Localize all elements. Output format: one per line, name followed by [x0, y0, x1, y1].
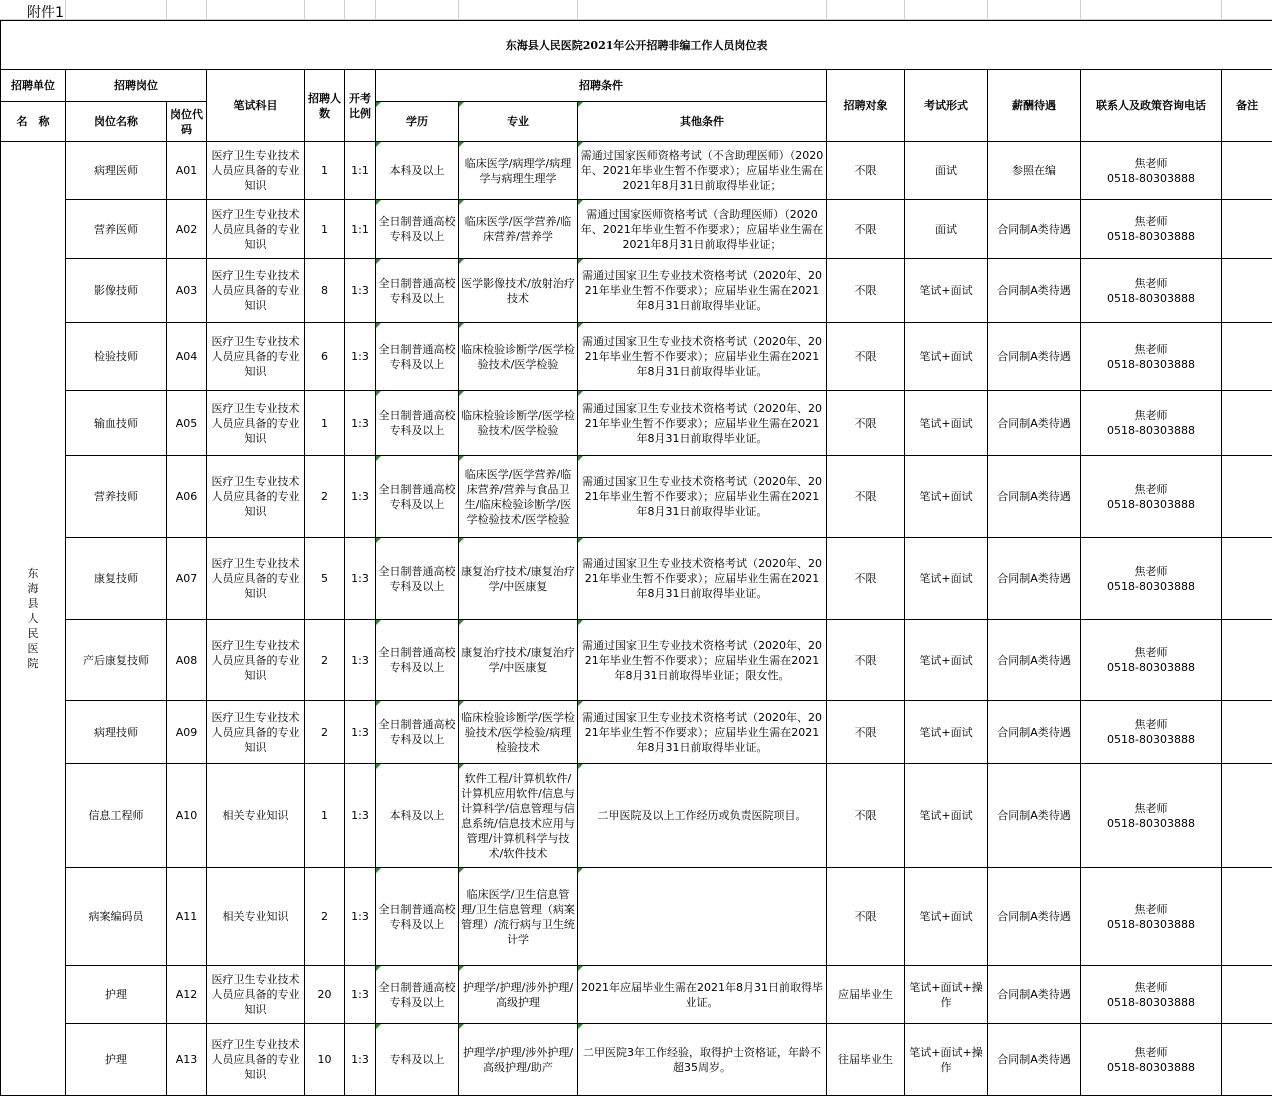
table-row [1, 966, 1272, 1024]
remark-cell [1222, 868, 1272, 966]
table-row [1, 538, 1272, 620]
post-name-cell: 信息工程师 [66, 764, 167, 868]
contact-name: 焦老师 [1134, 1045, 1168, 1059]
ratio-cell: 1:3 [345, 259, 376, 323]
exam-subject-cell: 相关专业知识 [207, 764, 305, 868]
post-code-cell: A05 [167, 391, 207, 456]
contact-cell [1081, 868, 1222, 966]
contact-phone: 0518-80303888 [1107, 1060, 1195, 1074]
exam-form-cell: 笔试+面试 [905, 764, 988, 868]
post-name-cell: 影像技师 [66, 259, 167, 323]
header-target: 招聘对象 [827, 70, 905, 142]
count-cell: 1 [305, 391, 345, 456]
contact-cell [1081, 764, 1222, 868]
post-code-cell: A01 [167, 142, 207, 200]
post-code-cell: A02 [167, 200, 207, 259]
target-cell: 不限 [827, 259, 905, 323]
target-cell: 不限 [827, 620, 905, 701]
remark-cell [1222, 391, 1272, 456]
other-conditions-cell: 2021年应届毕业生需在2021年8月31日前取得毕业证。 [578, 966, 827, 1024]
post-name-cell: 检验技师 [66, 323, 167, 391]
contact-name: 焦老师 [1134, 801, 1168, 815]
target-cell: 往届毕业生 [827, 1024, 905, 1096]
contact-phone: 0518-80303888 [1107, 661, 1195, 674]
contact-cell [1081, 259, 1222, 323]
exam-form-cell: 面试 [905, 200, 988, 259]
other-conditions-cell: 二甲医院3年工作经验，取得护士资格证，年龄不超35周岁。 [578, 1024, 827, 1096]
count-cell: 1 [305, 200, 345, 259]
count-cell: 2 [305, 456, 345, 538]
remark-cell [1222, 966, 1272, 1024]
ratio-cell: 1:3 [345, 323, 376, 391]
header-contact: 联系人及政策咨询电话 [1081, 70, 1222, 142]
major-cell: 临床检验诊断学/医学检验技术/医学检验 [459, 391, 578, 456]
exam-subject-cell: 医疗卫生专业技术人员应具备的专业知识 [207, 259, 305, 323]
contact-name: 焦老师 [1134, 215, 1168, 228]
education-cell: 全日制普通高校专科及以上 [376, 868, 459, 966]
major-cell: 软件工程/计算机软件/计算机应用软件/信息与计算科学/信息管理与信息系统/信息技术应用与管理/计算机科学与技术/软件技术 [459, 764, 578, 868]
table-title: 东海县人民医院2021年公开招聘非编工作人员岗位表 [1, 21, 1272, 70]
post-name-cell: 输血技师 [66, 391, 167, 456]
salary-cell: 合同制A类待遇 [988, 323, 1081, 391]
major-cell: 临床医学/卫生信息管理/卫生信息管理（病案管理）/流行病与卫生统计学 [459, 868, 578, 966]
count-cell: 1 [305, 764, 345, 868]
header-unit: 招聘单位 [1, 70, 66, 102]
exam-subject-cell: 医疗卫生专业技术人员应具备的专业知识 [207, 142, 305, 200]
ratio-cell: 1:3 [345, 966, 376, 1024]
ratio-cell: 1:1 [345, 200, 376, 259]
remark-cell [1222, 538, 1272, 620]
ratio-cell: 1:3 [345, 764, 376, 868]
header-post-name: 岗位名称 [66, 102, 167, 142]
major-cell: 医学影像技术/放射治疗技术 [459, 259, 578, 323]
target-cell: 不限 [827, 538, 905, 620]
other-conditions-cell: 需通过国家卫生专业技术资格考试（2020年、2021年毕业生暂不作要求）；应届毕业生需在2021年8月31日前取得毕业证。 [578, 701, 827, 764]
post-name-cell: 产后康复技师 [66, 620, 167, 701]
education-cell: 全日制普通高校专科及以上 [376, 456, 459, 538]
target-cell: 不限 [827, 701, 905, 764]
major-cell: 康复治疗技术/康复治疗学/中医康复 [459, 538, 578, 620]
target-cell: 应届毕业生 [827, 966, 905, 1024]
education-cell: 本科及以上 [376, 764, 459, 868]
salary-cell: 合同制A类待遇 [988, 620, 1081, 701]
contact-cell [1081, 538, 1222, 620]
exam-form-cell: 笔试+面试 [905, 868, 988, 966]
exam-form-cell: 笔试+面试+操作 [905, 1024, 988, 1096]
post-code-cell: A08 [167, 620, 207, 701]
contact-phone: 0518-80303888 [1107, 816, 1195, 830]
post-code-cell: A09 [167, 701, 207, 764]
remark-cell [1222, 456, 1272, 538]
post-name-cell: 护理 [66, 966, 167, 1024]
contact-phone: 0518-80303888 [1107, 579, 1195, 593]
contact-cell [1081, 701, 1222, 764]
post-code-cell: A13 [167, 1024, 207, 1096]
target-cell: 不限 [827, 142, 905, 200]
remark-cell [1222, 142, 1272, 200]
contact-cell [1081, 142, 1222, 200]
count-cell: 1 [305, 142, 345, 200]
exam-subject-cell: 医疗卫生专业技术人员应具备的专业知识 [207, 456, 305, 538]
post-name-cell: 康复技师 [66, 538, 167, 620]
education-cell: 全日制普通高校专科及以上 [376, 391, 459, 456]
ratio-cell: 1:1 [345, 142, 376, 200]
exam-subject-cell: 医疗卫生专业技术人员应具备的专业知识 [207, 1024, 305, 1096]
unit-name: 东海县人民医院 [27, 567, 39, 670]
salary-cell: 合同制A类待遇 [988, 764, 1081, 868]
unit-name-cell [1, 142, 66, 1096]
remark-cell [1222, 620, 1272, 701]
contact-name: 焦老师 [1134, 342, 1168, 356]
header-name: 名 称 [1, 102, 66, 142]
contact-name: 焦老师 [1134, 564, 1168, 578]
exam-form-cell: 笔试+面试+操作 [905, 966, 988, 1024]
other-conditions-cell: 需通过国家卫生专业技术资格考试（2020年、2021年毕业生暂不作要求）；应届毕业生需在2021年8月31日前取得毕业证。 [578, 538, 827, 620]
attachment-row [0, 0, 1272, 20]
major-cell: 临床检验诊断学/医学检验技术/医学检验 [459, 323, 578, 391]
header-education: 学历 [376, 102, 459, 142]
contact-cell [1081, 620, 1222, 701]
salary-cell: 合同制A类待遇 [988, 966, 1081, 1024]
contact-phone: 0518-80303888 [1107, 424, 1195, 437]
major-cell: 护理学/护理/涉外护理/高级护理/助产 [459, 1024, 578, 1096]
contact-phone: 0518-80303888 [1107, 230, 1195, 243]
table-row [1, 142, 1272, 200]
salary-cell: 合同制A类待遇 [988, 538, 1081, 620]
other-conditions-cell: 需通过国家医师资格考试（不含助理医师）（2020年、2021年毕业生暂不作要求）；应届毕业生需在2021年8月31日前取得毕业证； [578, 142, 827, 200]
table-row [1, 701, 1272, 764]
major-cell: 临床医学/医学营养/临床营养/营养学 [459, 200, 578, 259]
contact-name: 焦老师 [1134, 156, 1168, 170]
contact-name: 焦老师 [1134, 902, 1168, 916]
table-row [1, 456, 1272, 538]
exam-subject-cell: 医疗卫生专业技术人员应具备的专业知识 [207, 200, 305, 259]
target-cell: 不限 [827, 200, 905, 259]
exam-form-cell: 笔试+面试 [905, 538, 988, 620]
header-post-code: 岗位代码 [167, 102, 207, 142]
exam-form-cell: 笔试+面试 [905, 701, 988, 764]
education-cell: 全日制普通高校专科及以上 [376, 259, 459, 323]
post-code-cell: A12 [167, 966, 207, 1024]
table-row [1, 620, 1272, 701]
other-conditions-cell: 需通过国家卫生专业技术资格考试（2020年、2021年毕业生暂不作要求）；应届毕业生需在2021年8月31日前取得毕业证。 [578, 259, 827, 323]
ratio-cell: 1:3 [345, 456, 376, 538]
ratio-cell: 1:3 [345, 1024, 376, 1096]
contact-cell [1081, 1024, 1222, 1096]
sheet-gridlines [0, 0, 1272, 20]
ratio-cell: 1:3 [345, 701, 376, 764]
table-row [1, 259, 1272, 323]
education-cell: 全日制普通高校专科及以上 [376, 538, 459, 620]
target-cell: 不限 [827, 868, 905, 966]
table-row [1, 200, 1272, 259]
remark-cell [1222, 323, 1272, 391]
remark-cell [1222, 1024, 1272, 1096]
contact-cell [1081, 966, 1222, 1024]
post-name-cell: 营养技师 [66, 456, 167, 538]
target-cell: 不限 [827, 391, 905, 456]
post-code-cell: A06 [167, 456, 207, 538]
remark-cell [1222, 764, 1272, 868]
education-cell: 全日制普通高校专科及以上 [376, 323, 459, 391]
post-name-cell: 护理 [66, 1024, 167, 1096]
other-conditions-cell [578, 868, 827, 966]
target-cell: 不限 [827, 323, 905, 391]
count-cell: 20 [305, 966, 345, 1024]
table-row [1, 868, 1272, 966]
salary-cell: 合同制A类待遇 [988, 701, 1081, 764]
salary-cell: 合同制A类待遇 [988, 456, 1081, 538]
header-other: 其他条件 [578, 102, 827, 142]
contact-phone: 0518-80303888 [1107, 357, 1195, 371]
exam-subject-cell: 相关专业知识 [207, 868, 305, 966]
exam-subject-cell: 医疗卫生专业技术人员应具备的专业知识 [207, 966, 305, 1024]
contact-name: 焦老师 [1134, 980, 1168, 994]
exam-subject-cell: 医疗卫生专业技术人员应具备的专业知识 [207, 391, 305, 456]
count-cell: 2 [305, 620, 345, 701]
major-cell: 护理学/护理/涉外护理/高级护理 [459, 966, 578, 1024]
ratio-cell: 1:3 [345, 391, 376, 456]
remark-cell [1222, 701, 1272, 764]
count-cell: 8 [305, 259, 345, 323]
table-row [1, 323, 1272, 391]
education-cell: 本科及以上 [376, 142, 459, 200]
education-cell: 专科及以上 [376, 1024, 459, 1096]
education-cell: 全日制普通高校专科及以上 [376, 701, 459, 764]
table-row [1, 764, 1272, 868]
contact-name: 焦老师 [1134, 718, 1168, 731]
target-cell: 不限 [827, 764, 905, 868]
contact-phone: 0518-80303888 [1107, 917, 1195, 931]
header-ratio: 开考比例 [345, 70, 376, 142]
count-cell: 6 [305, 323, 345, 391]
salary-cell: 合同制A类待遇 [988, 1024, 1081, 1096]
post-code-cell: A03 [167, 259, 207, 323]
post-code-cell: A04 [167, 323, 207, 391]
target-cell: 不限 [827, 456, 905, 538]
header-conditions: 招聘条件 [376, 70, 827, 102]
major-cell: 临床医学/病理学/病理学与病理生理学 [459, 142, 578, 200]
contact-phone: 0518-80303888 [1107, 733, 1195, 746]
education-cell: 全日制普通高校专科及以上 [376, 620, 459, 701]
post-name-cell: 病理医师 [66, 142, 167, 200]
header-exam-subject: 笔试科目 [207, 70, 305, 142]
header-salary: 薪酬待遇 [988, 70, 1081, 142]
table-row [1, 391, 1272, 456]
contact-phone: 0518-80303888 [1107, 995, 1195, 1009]
major-cell: 临床检验诊断学/医学检验技术/医学检验/病理检验技术 [459, 701, 578, 764]
other-conditions-cell: 需通过国家卫生专业技术资格考试（2020年、2021年毕业生暂不作要求）；应届毕业生需在2021年8月31日前取得毕业证。 [578, 456, 827, 538]
exam-form-cell: 面试 [905, 142, 988, 200]
salary-cell: 合同制A类待遇 [988, 391, 1081, 456]
other-conditions-cell: 需通过国家卫生专业技术资格考试（2020年、2021年毕业生暂不作要求）；应届毕业生需在2021年8月31日前取得毕业证。 [578, 391, 827, 456]
ratio-cell: 1:3 [345, 538, 376, 620]
contact-cell [1081, 200, 1222, 259]
recruitment-table [0, 20, 1272, 1096]
attachment-label: 附件1 [27, 5, 64, 21]
contact-name: 焦老师 [1134, 276, 1168, 290]
exam-subject-cell: 医疗卫生专业技术人员应具备的专业知识 [207, 323, 305, 391]
post-name-cell: 病案编码员 [66, 868, 167, 966]
contact-phone: 0518-80303888 [1107, 497, 1195, 511]
exam-subject-cell: 医疗卫生专业技术人员应具备的专业知识 [207, 701, 305, 764]
header-post: 招聘岗位 [66, 70, 207, 102]
header-major: 专业 [459, 102, 578, 142]
exam-form-cell: 笔试+面试 [905, 259, 988, 323]
count-cell: 2 [305, 701, 345, 764]
other-conditions-cell: 二甲医院及以上工作经历或负责医院项目。 [578, 764, 827, 868]
contact-name: 焦老师 [1134, 409, 1168, 422]
post-code-cell: A07 [167, 538, 207, 620]
count-cell: 5 [305, 538, 345, 620]
exam-form-cell: 笔试+面试 [905, 620, 988, 701]
post-name-cell: 病理技师 [66, 701, 167, 764]
contact-cell [1081, 456, 1222, 538]
contact-name: 焦老师 [1134, 482, 1168, 496]
remark-cell [1222, 259, 1272, 323]
salary-cell: 合同制A类待遇 [988, 868, 1081, 966]
other-conditions-cell: 需通过国家医师资格考试（含助理医师）（2020年、2021年毕业生暂不作要求）；应届毕业生需在2021年8月31日前取得毕业证； [578, 200, 827, 259]
post-name-cell: 营养医师 [66, 200, 167, 259]
header-remark: 备注 [1222, 70, 1272, 142]
contact-cell [1081, 391, 1222, 456]
exam-subject-cell: 医疗卫生专业技术人员应具备的专业知识 [207, 538, 305, 620]
contact-name: 焦老师 [1134, 646, 1168, 659]
major-cell: 康复治疗技术/康复治疗学/中医康复 [459, 620, 578, 701]
contact-phone: 0518-80303888 [1107, 171, 1195, 185]
other-conditions-cell: 需通过国家卫生专业技术资格考试（2020年、2021年毕业生暂不作要求）；应届毕业生需在2021年8月31日前取得毕业证。 [578, 323, 827, 391]
post-code-cell: A11 [167, 868, 207, 966]
exam-form-cell: 笔试+面试 [905, 323, 988, 391]
header-count: 招聘人数 [305, 70, 345, 142]
exam-form-cell: 笔试+面试 [905, 391, 988, 456]
table-row [1, 1024, 1272, 1096]
contact-cell [1081, 323, 1222, 391]
other-conditions-cell: 需通过国家卫生专业技术资格考试（2020年、2021年毕业生暂不作要求）；应届毕业生需在2021年8月31日前取得毕业证；限女性。 [578, 620, 827, 701]
major-cell: 临床医学/医学营养/临床营养/营养与食品卫生/临床检验诊断学/医学检验技术/医学检验 [459, 456, 578, 538]
education-cell: 全日制普通高校专科及以上 [376, 966, 459, 1024]
count-cell: 2 [305, 868, 345, 966]
exam-form-cell: 笔试+面试 [905, 456, 988, 538]
remark-cell [1222, 200, 1272, 259]
ratio-cell: 1:3 [345, 868, 376, 966]
salary-cell: 合同制A类待遇 [988, 259, 1081, 323]
salary-cell: 合同制A类待遇 [988, 200, 1081, 259]
education-cell: 全日制普通高校专科及以上 [376, 200, 459, 259]
exam-subject-cell: 医疗卫生专业技术人员应具备的专业知识 [207, 620, 305, 701]
count-cell: 10 [305, 1024, 345, 1096]
ratio-cell: 1:3 [345, 620, 376, 701]
contact-phone: 0518-80303888 [1107, 291, 1195, 305]
header-exam-form: 考试形式 [905, 70, 988, 142]
salary-cell: 参照在编 [988, 142, 1081, 200]
post-code-cell: A10 [167, 764, 207, 868]
